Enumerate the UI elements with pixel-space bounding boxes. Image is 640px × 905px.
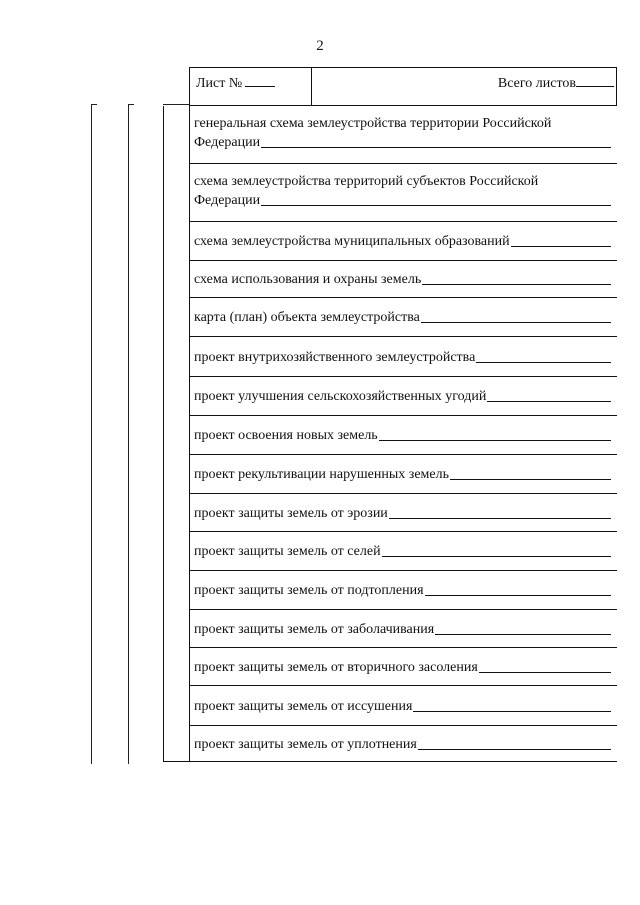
row-label-line (194, 387, 611, 406)
margin-tick (128, 104, 134, 105)
row-content (194, 426, 611, 445)
fill-in-blank[interactable] (511, 246, 611, 247)
row-content (194, 697, 611, 716)
table-row (190, 685, 617, 725)
table-row (190, 570, 617, 609)
sheet-number-label: Лист № (196, 76, 243, 91)
row-content (194, 232, 611, 251)
fill-in-blank[interactable] (389, 518, 611, 519)
row-label-line (194, 465, 611, 484)
row-label: Федерации (194, 135, 261, 150)
table-row (190, 163, 617, 221)
row-label: проект защиты земель от селей (194, 544, 381, 559)
row-label: проект освоения новых земель (194, 428, 378, 443)
row-label: карта (план) объекта землеустройства (194, 310, 420, 325)
row-content (194, 270, 611, 289)
row-label-line1: схема землеустройства территорий субъектов Российской (194, 174, 539, 189)
row-label: проект защиты земель от подтопления (194, 583, 424, 598)
row-label: схема использования и охраны земель (194, 272, 422, 287)
row-label-line2 (194, 133, 611, 152)
row-label-line (194, 542, 611, 561)
row-label: проект защиты земель от заболачивания (194, 622, 435, 637)
table-row (190, 647, 617, 685)
fill-in-blank[interactable] (382, 556, 611, 557)
row-label: схема землеустройства муниципальных образований (194, 234, 510, 249)
row-label-line (194, 348, 611, 367)
row-label: проект защиты земель от эрозии (194, 506, 388, 521)
table-row (190, 725, 617, 762)
row-label-line (194, 620, 611, 639)
fill-in-blank[interactable] (418, 749, 611, 750)
margin-line-right (128, 104, 129, 764)
row-content (194, 735, 611, 754)
row-content (194, 387, 611, 406)
sheet-number-cell (190, 68, 312, 105)
row-label-line (194, 270, 611, 289)
row-label-line (194, 735, 611, 754)
row-label: проект защиты земель от уплотнения (194, 737, 417, 752)
table-column-divider (189, 106, 190, 762)
margin-tick (163, 104, 189, 105)
fill-in-blank[interactable] (413, 711, 611, 712)
row-label-line (194, 232, 611, 251)
fill-in-blank[interactable] (261, 205, 611, 206)
row-label: проект защиты земель от иссушения (194, 699, 413, 714)
row-content (194, 504, 611, 523)
table-row (190, 493, 617, 531)
fill-in-blank[interactable] (435, 634, 611, 635)
row-content (194, 465, 611, 484)
row-label-line1: генеральная схема землеустройства территории Российской (194, 116, 552, 131)
row-label: проект внутрихозяйственного землеустройства (194, 350, 476, 365)
sheet-number-blank[interactable] (245, 86, 275, 87)
row-label-line (194, 581, 611, 600)
fill-in-blank[interactable] (421, 322, 611, 323)
row-content (194, 581, 611, 600)
row-content (194, 658, 611, 677)
row-content (194, 348, 611, 367)
table-row (190, 106, 617, 163)
fill-in-blank[interactable] (422, 284, 611, 285)
margin-tick (91, 104, 97, 105)
row-label: проект защиты земель от вторичного засоления (194, 660, 478, 675)
table-row (190, 609, 617, 647)
total-sheets-cell (312, 68, 616, 105)
table-row (190, 454, 617, 493)
row-content (194, 172, 611, 210)
fill-in-blank[interactable] (487, 401, 611, 402)
fill-in-blank[interactable] (450, 479, 611, 480)
document-types-table (163, 106, 617, 762)
sheet-header (189, 67, 617, 106)
fill-in-blank[interactable] (379, 440, 611, 441)
total-sheets-blank[interactable] (576, 86, 614, 87)
row-content (194, 542, 611, 561)
fill-in-blank[interactable] (479, 672, 611, 673)
total-sheets-label: Всего листов (497, 76, 576, 91)
row-content (194, 620, 611, 639)
fill-in-blank[interactable] (425, 595, 611, 596)
row-label-line (194, 504, 611, 523)
row-label-line (194, 658, 611, 677)
fill-in-blank[interactable] (261, 147, 611, 148)
row-content (194, 114, 611, 152)
table-row (190, 531, 617, 570)
table-row (190, 221, 617, 260)
row-label-line (194, 308, 611, 327)
table-row (190, 376, 617, 415)
row-label: Федерации (194, 193, 261, 208)
table-row (190, 260, 617, 297)
row-label: проект рекультивации нарушенных земель (194, 467, 449, 482)
page-number: 2 (316, 38, 324, 54)
row-label: проект улучшения сельскохозяйственных угодий (194, 389, 487, 404)
row-content (194, 308, 611, 327)
table-row (190, 297, 617, 336)
fill-in-blank[interactable] (476, 362, 611, 363)
table-row (190, 336, 617, 376)
row-label-line (194, 697, 611, 716)
table-row (190, 415, 617, 454)
row-label-line2 (194, 191, 611, 210)
row-label-line (194, 426, 611, 445)
margin-line-left (91, 104, 92, 764)
